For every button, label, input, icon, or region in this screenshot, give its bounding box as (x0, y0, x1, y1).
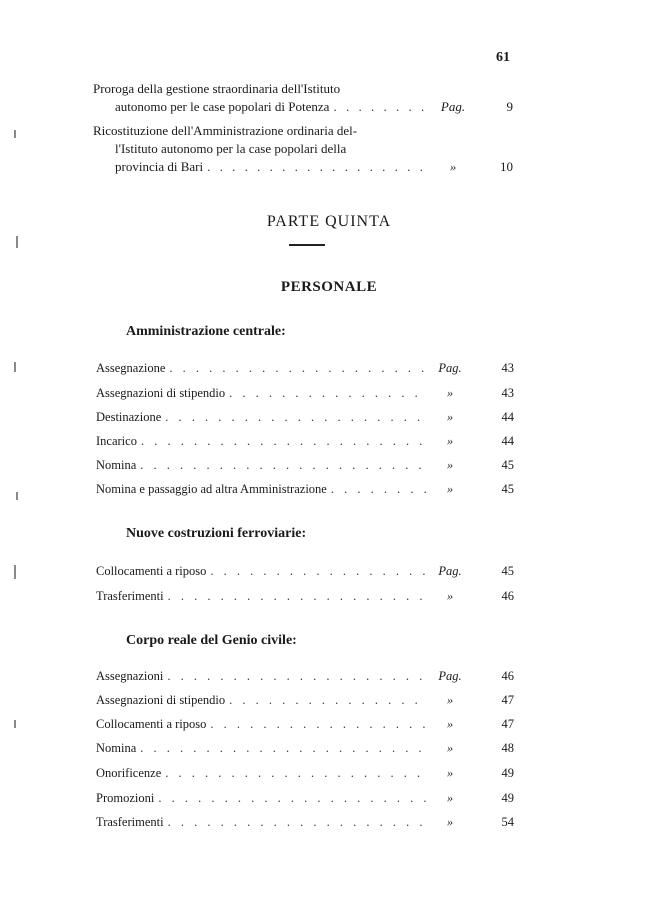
toc-row (96, 361, 514, 379)
row-label: Incarico (96, 434, 137, 448)
page-ref-number: 9 (506, 99, 513, 114)
entry-line (93, 98, 513, 116)
page-ref-number: 44 (501, 410, 514, 424)
leader-dots (136, 741, 428, 759)
scan-mark (14, 565, 16, 579)
subheading-amministrazione-centrale: Amministrazione centrale: (126, 324, 286, 339)
row-label: Assegnazione (96, 361, 166, 375)
subheading-nuove-costruzioni: Nuove costruzioni ferroviarie: (126, 526, 307, 541)
row-label: Assegnazioni (96, 669, 164, 683)
toc-row (96, 458, 514, 476)
page-ref: » (446, 434, 454, 448)
page-ref: » (449, 159, 457, 174)
leader-dots (225, 693, 428, 711)
leader-dots (203, 158, 433, 176)
page-ref: » (446, 717, 454, 731)
scan-mark (16, 236, 18, 248)
title-rule (289, 244, 325, 246)
toc-row (96, 434, 514, 452)
page-ref: Pag. (440, 99, 466, 114)
page-ref-number: 44 (501, 434, 514, 448)
row-label: Promozioni (96, 791, 155, 805)
toc-row (96, 482, 514, 500)
page-ref-number: 43 (501, 361, 514, 375)
page-ref-number: 45 (501, 458, 514, 472)
entry-line (93, 158, 513, 176)
toc-row (96, 766, 514, 784)
entry-text: autonomo per le case popolari di Potenza (115, 99, 330, 114)
part-title: PARTE QUINTA (266, 213, 392, 230)
leader-dots (206, 717, 428, 735)
scan-mark (14, 720, 16, 728)
toc-row (96, 589, 514, 607)
leader-dots (136, 458, 428, 476)
page-ref-number: 47 (501, 693, 514, 707)
row-label: Destinazione (96, 410, 162, 424)
leader-dots (206, 564, 428, 582)
page-ref: » (446, 741, 454, 755)
toc-row (96, 669, 514, 687)
page-ref: » (446, 815, 454, 829)
page-ref-number: 10 (500, 159, 513, 174)
page-ref-number: 43 (501, 386, 514, 400)
leader-dots (329, 98, 433, 116)
entry-text: provincia di Bari (115, 159, 204, 174)
page-ref: » (446, 693, 454, 707)
leader-dots (225, 386, 428, 404)
toc-row (96, 717, 514, 735)
page-ref: » (446, 386, 454, 400)
page-ref-number: 49 (501, 766, 514, 780)
leader-dots (161, 766, 428, 784)
page-ref: Pag. (438, 669, 462, 683)
leader-dots (161, 410, 428, 428)
page-ref-number: 48 (501, 741, 514, 755)
page-ref-number: 49 (501, 791, 514, 805)
leader-dots (154, 791, 428, 809)
page-ref: Pag. (438, 361, 462, 375)
page-ref: » (446, 458, 454, 472)
page-ref-number: 45 (501, 482, 514, 496)
scan-mark (14, 130, 16, 138)
page-ref-number: 45 (501, 564, 514, 578)
row-label: Assegnazioni di stipendio (96, 386, 226, 400)
page-ref: » (446, 410, 454, 424)
page-ref-number: 54 (501, 815, 514, 829)
page-ref-number: 47 (501, 717, 514, 731)
toc-row (96, 410, 514, 428)
row-label: Nomina (96, 741, 137, 755)
subheading-genio-civile: Corpo reale del Genio civile: (126, 633, 297, 648)
page-number: 61 (496, 50, 510, 65)
leader-dots (163, 669, 428, 687)
toc-row (96, 815, 514, 833)
page-ref: Pag. (438, 564, 462, 578)
row-label: Collocamenti a riposo (96, 564, 207, 578)
entry-text: Proroga della gestione straordinaria dell'Istituto (93, 81, 341, 96)
row-label: Collocamenti a riposo (96, 717, 207, 731)
toc-entry-proroga (93, 80, 513, 116)
entry-line (93, 80, 513, 98)
page-ref-number: 46 (501, 589, 514, 603)
row-label: Trasferimenti (96, 589, 164, 603)
leader-dots (137, 434, 428, 452)
toc-row (96, 791, 514, 809)
row-label: Trasferimenti (96, 815, 164, 829)
leader-dots (165, 361, 428, 379)
toc-entry-ricostituzione (93, 122, 513, 176)
row-label: Assegnazioni di stipendio (96, 693, 226, 707)
toc-row (96, 693, 514, 711)
page-ref: » (446, 791, 454, 805)
page-ref: » (446, 766, 454, 780)
leader-dots (164, 589, 428, 607)
row-label: Nomina e passaggio ad altra Amministrazione (96, 482, 327, 496)
toc-row (96, 386, 514, 404)
page-ref: » (446, 589, 454, 603)
entry-text: l'Istituto autonomo per la case popolari della (115, 141, 347, 156)
entry-line (93, 122, 513, 140)
entry-text: Ricostituzione dell'Amministrazione ordinaria del- (93, 123, 358, 138)
scan-mark (14, 362, 16, 372)
section-title: PERSONALE (280, 279, 378, 295)
row-label: Nomina (96, 458, 137, 472)
leader-dots (164, 815, 428, 833)
leader-dots (327, 482, 428, 500)
page-ref-number: 46 (501, 669, 514, 683)
page-ref: » (446, 482, 454, 496)
entry-line (93, 140, 513, 158)
scan-mark (16, 492, 18, 500)
row-label: Onorificenze (96, 766, 162, 780)
toc-row (96, 741, 514, 759)
toc-row (96, 564, 514, 582)
